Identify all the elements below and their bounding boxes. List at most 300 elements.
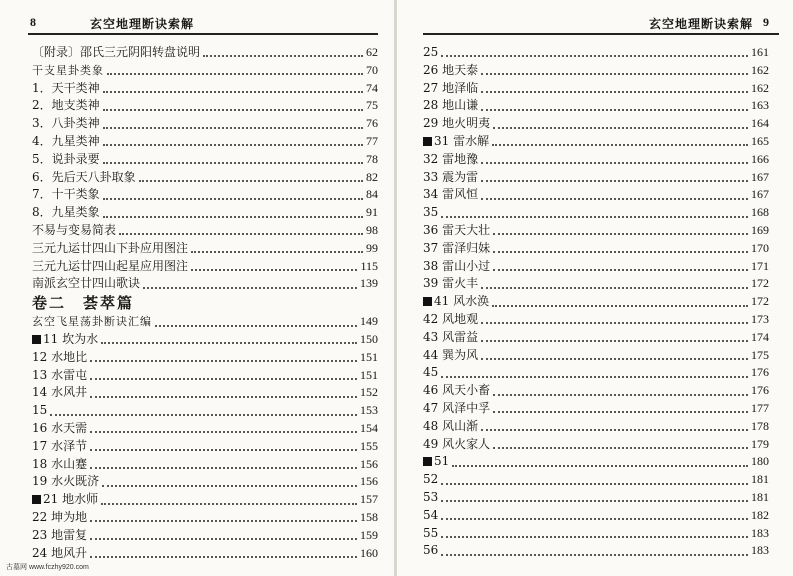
toc-page-number: 70 [366,62,378,77]
toc-entry [32,258,378,276]
toc-entry-text: 23 地雷复 [32,527,88,542]
toc-entry-label [32,527,87,545]
toc-entry-label [423,258,490,276]
toc-entry [32,473,378,491]
toc-entry-text: 53 [423,489,439,504]
dot-leader [90,359,357,362]
toc-entry-text: 2．地支类神 [32,98,100,113]
toc-page-number: 154 [360,420,378,435]
toc-entry [423,489,769,507]
toc-entry [32,115,378,133]
dot-leader [493,250,748,253]
toc-page-number: 162 [751,80,769,95]
toc-entry [423,471,769,489]
toc-page-number: 181 [751,489,769,504]
toc-entry-text: 33 震为雷 [423,169,479,184]
toc-entry-label [32,240,188,258]
dot-leader [203,54,363,57]
dot-leader [155,324,357,327]
dot-leader [481,108,748,111]
toc-entry-text: 48 风山渐 [423,418,479,433]
dot-leader [90,466,357,469]
toc-entry-text: 54 [423,507,439,522]
toc-page-number: 151 [360,367,378,382]
toc-entry [423,115,769,133]
filled-square-marker-icon [423,137,432,146]
dot-leader [441,54,748,57]
toc-entry-label [423,293,489,311]
toc-entry-label [32,509,87,527]
toc-page-number: 176 [751,383,769,398]
dot-leader [103,90,363,93]
toc-page-number: 152 [360,385,378,400]
toc-entry [423,382,769,400]
toc-entry [423,347,769,365]
toc-entry-label [32,384,87,402]
toc-entry-text: 31 雷水解 [434,133,490,148]
toc-entry-label [423,471,438,489]
left-toc-list [32,44,378,562]
toc-entry-text: 22 坤为地 [32,509,88,524]
toc-page-number: 78 [366,151,378,166]
dot-leader [481,161,748,164]
toc-entry-label [32,349,87,367]
toc-entry-text: 24 地风升 [32,545,88,560]
toc-entry [423,204,769,222]
filled-square-marker-icon [32,495,41,504]
toc-entry [423,186,769,204]
dot-leader [103,108,363,111]
toc-entry-label [32,313,152,331]
toc-entry-text: 7．十干类象 [32,187,100,202]
toc-entry-text: 15 [32,403,48,418]
toc-entry-label [423,400,490,418]
toc-entry-label [32,169,136,187]
toc-page-number: 160 [360,545,378,560]
toc-page-number: 170 [751,240,769,255]
toc-entry-label [423,453,449,471]
left-page-number: 8 [30,15,36,29]
toc-entry-label [423,329,478,347]
toc-entry [32,367,378,385]
filled-square-marker-icon [32,335,41,344]
toc-entry-text: 三元九运廿四山起星应用图注 [32,258,189,273]
toc-entry-text: 12 水地比 [32,349,88,364]
toc-page-number: 182 [751,507,769,522]
toc-entry-text: 27 地泽临 [423,80,479,95]
toc-page-number: 176 [751,365,769,380]
dot-leader [90,430,357,433]
dot-leader [102,484,357,487]
toc-page-number: 164 [751,116,769,131]
toc-page-number: 172 [751,276,769,291]
toc-entry-label [32,97,100,115]
toc-entry-label [32,80,100,98]
toc-page-number: 167 [751,169,769,184]
toc-entry-label [423,542,438,560]
toc-entry-text: 6．先后天八卦取象 [32,169,136,184]
toc-entry-text: 43 风雷益 [423,329,479,344]
right-page [397,0,793,576]
dot-leader [481,339,748,342]
right-toc-list [423,44,769,560]
toc-page-number: 169 [751,222,769,237]
dot-leader [103,143,363,146]
dot-leader [441,499,748,502]
toc-entry [32,204,378,222]
dot-leader [441,375,748,378]
toc-entry [423,80,769,98]
toc-page-number: 162 [751,62,769,77]
toc-entry-label [32,204,100,222]
dot-leader [452,464,748,467]
filled-square-marker-icon [423,457,432,466]
toc-entry-text: 17 水泽节 [32,438,88,453]
toc-entry [32,275,378,293]
dot-leader [90,395,357,398]
toc-page-number: 183 [751,525,769,540]
toc-entry-text: 46 风天小畜 [423,383,491,398]
watermark: 古墓网 www.fczhy920.com [6,564,89,571]
toc-entry-label [423,169,478,187]
dot-leader [103,215,363,218]
dot-leader [101,502,357,505]
toc-page-number: 157 [360,492,378,507]
toc-entry-label [423,436,490,454]
dot-leader [191,268,357,271]
dot-leader [481,321,748,324]
dot-leader [119,232,363,235]
toc-entry-label [423,275,478,293]
left-running-header: 玄空地理断诀索解 [90,17,195,31]
toc-entry-label [32,44,200,62]
dot-leader [492,304,748,307]
toc-entry [32,384,378,402]
toc-entry-label [32,367,87,385]
toc-entry-text: 35 [423,205,439,220]
right-header-rule [423,33,779,35]
dot-leader [90,448,357,451]
toc-entry-text: 42 风地观 [423,311,479,326]
toc-entry [32,44,378,62]
toc-entry [423,133,769,151]
toc-entry [32,222,378,240]
toc-entry-label [423,382,490,400]
toc-entry-text: 卷二 荟萃篇 [32,294,135,313]
toc-entry-text: 南派玄空廿四山歌诀 [32,276,141,291]
toc-page-number: 153 [360,403,378,418]
toc-page-number: 149 [360,314,378,329]
toc-page-number: 179 [751,436,769,451]
toc-entry-text: 5．说卦录要 [32,151,100,166]
dot-leader [103,126,363,129]
toc-entry-text: 38 雷山小过 [423,258,491,273]
toc-entry [423,364,769,382]
toc-entry-text: 29 地火明夷 [423,116,491,131]
toc-entry [423,400,769,418]
toc-entry [423,169,769,187]
toc-entry-label [32,258,188,276]
toc-entry [423,258,769,276]
toc-entry-label [32,545,87,563]
toc-entry [32,438,378,456]
dot-leader [139,179,363,182]
toc-page-number: 183 [751,543,769,558]
dot-leader [101,341,357,344]
toc-entry-text: 26 地天泰 [423,62,479,77]
dot-leader [493,446,748,449]
toc-entry-text: 21 地水师 [43,492,99,507]
dot-leader [493,393,748,396]
toc-entry-label [32,438,87,456]
toc-entry-label [423,133,489,151]
toc-entry [423,240,769,258]
toc-page-number: 99 [366,240,378,255]
toc-entry [423,97,769,115]
toc-entry-label [423,364,438,382]
toc-entry-text: 37 雷泽归妹 [423,240,491,255]
toc-entry [423,151,769,169]
dot-leader [481,428,748,431]
toc-page-number: 181 [751,472,769,487]
toc-entry-label [32,222,116,240]
toc-page-number: 158 [360,509,378,524]
toc-entry-text: 干支星卦类象 [32,63,104,77]
toc-page-number: 75 [366,98,378,113]
toc-entry [32,97,378,115]
dot-leader [441,482,748,485]
dot-leader [481,357,748,360]
toc-page-number: 151 [360,349,378,364]
toc-entry [32,349,378,367]
dot-leader [441,517,748,520]
left-page [0,0,396,576]
toc-entry-text: 47 风泽中孚 [423,400,491,415]
toc-entry [423,311,769,329]
dot-leader [481,90,748,93]
toc-entry-label [32,331,98,349]
dot-leader [481,179,748,182]
dot-leader [90,537,357,540]
toc-page-number: 77 [366,133,378,148]
dot-leader [481,197,748,200]
toc-entry-label [423,311,478,329]
toc-page-number: 98 [366,222,378,237]
toc-entry [423,62,769,80]
dot-leader [50,413,357,416]
dot-leader [441,215,748,218]
toc-page-number: 166 [751,151,769,166]
toc-entry [32,186,378,204]
toc-entry-text: 51 [434,454,450,469]
toc-entry-text: 三元九运廿四山下卦应用图注 [32,240,189,255]
toc-entry-label [423,240,490,258]
toc-entry [32,420,378,438]
toc-entry-label [32,491,98,509]
toc-entry-label [423,151,478,169]
toc-page-number: 171 [751,258,769,273]
toc-page-number: 139 [360,276,378,291]
toc-page-number: 163 [751,98,769,113]
toc-page-number: 165 [751,133,769,148]
toc-entry [32,80,378,98]
toc-entry-label [32,473,99,491]
toc-entry [32,331,378,349]
toc-entry-text: 49 风火家人 [423,436,491,451]
toc-entry [423,222,769,240]
toc-entry-text: 8．九星类象 [32,205,100,220]
dot-leader [90,519,357,522]
toc-entry-text: 19 水火既济 [32,474,100,489]
toc-section-heading [32,293,378,313]
dot-leader [441,535,748,538]
left-header-rule [28,33,378,35]
toc-entry-text: 52 [423,472,439,487]
toc-entry-text: 3．八卦类神 [32,116,100,131]
toc-entry-text: 55 [423,525,439,540]
toc-entry-text: 39 雷火丰 [423,276,479,291]
toc-page-number: 178 [751,418,769,433]
toc-entry-label [32,420,87,438]
toc-entry-label [32,133,100,151]
toc-entry-text: 〔附录〕邵氏三元阴阳转盘说明 [32,45,201,59]
toc-entry [32,169,378,187]
dot-leader [493,232,748,235]
toc-page-number: 174 [751,329,769,344]
toc-entry-label [32,115,100,133]
dot-leader [90,555,357,558]
toc-entry-text: 41 风水涣 [434,294,490,309]
toc-entry-label [32,186,100,204]
toc-entry [423,507,769,525]
dot-leader [441,553,748,556]
toc-entry-label [32,293,134,313]
toc-entry-text: 11 坎为水 [43,331,99,346]
toc-entry-label [423,186,478,204]
toc-entry [423,525,769,543]
toc-entry-label [32,151,100,169]
dot-leader [481,72,748,75]
toc-entry-label [423,62,478,80]
toc-page-number: 150 [360,331,378,346]
dot-leader [103,161,363,164]
toc-page-number: 180 [751,454,769,469]
toc-entry-text: 1．天干类神 [32,80,100,95]
toc-entry [32,402,378,420]
toc-page-number: 82 [366,169,378,184]
toc-entry-text: 36 雷天大壮 [423,222,491,237]
toc-entry-label [32,456,87,474]
toc-entry [423,329,769,347]
toc-entry-label [423,97,478,115]
toc-page-number: 161 [751,45,769,59]
toc-entry [32,240,378,258]
right-page-number: 9 [763,15,769,29]
toc-entry [423,44,769,62]
toc-entry-label [423,44,438,62]
toc-page-number: 172 [751,294,769,309]
dot-leader [90,377,357,380]
toc-entry-label [32,402,47,420]
toc-entry [32,456,378,474]
toc-entry-label [32,275,140,293]
toc-entry-text: 56 [423,543,439,558]
toc-page-number: 84 [366,187,378,202]
toc-entry-text: 45 [423,365,439,380]
toc-page-number: 115 [360,258,378,273]
toc-entry-text: 13 水雷屯 [32,367,88,382]
toc-page-number: 155 [360,438,378,453]
toc-page-number: 156 [360,474,378,489]
toc-page-number: 76 [366,116,378,131]
dot-leader [492,143,748,146]
dot-leader [107,72,363,75]
toc-entry [32,545,378,563]
toc-entry-text: 16 水天需 [32,420,88,435]
toc-page-number: 91 [366,205,378,220]
toc-entry-text: 34 雷风恒 [423,187,479,202]
dot-leader [143,286,357,289]
dot-leader [103,197,363,200]
dot-leader [493,410,748,413]
toc-entry-text: 32 雷地豫 [423,151,479,166]
toc-page-number: 62 [366,45,378,59]
toc-entry-text: 4．九星类神 [32,133,100,148]
toc-entry [32,133,378,151]
toc-entry-text: 不易与变易简表 [32,222,117,237]
toc-entry [32,151,378,169]
toc-entry-label [423,489,438,507]
toc-entry [423,418,769,436]
toc-page-number: 177 [751,400,769,415]
toc-page-number: 173 [751,311,769,326]
toc-entry [32,491,378,509]
dot-leader [493,268,748,271]
right-running-header: 玄空地理断诀索解 [649,17,754,31]
toc-entry-label [423,204,438,222]
toc-entry [32,509,378,527]
toc-page-number: 74 [366,80,378,95]
toc-entry [423,436,769,454]
toc-page-number: 167 [751,187,769,202]
toc-entry-label [423,418,478,436]
filled-square-marker-icon [423,297,432,306]
toc-entry-label [423,115,490,133]
toc-entry-text: 25 [423,45,439,59]
toc-entry [423,275,769,293]
toc-entry [423,293,769,311]
dot-leader [191,250,363,253]
toc-entry-text: 28 地山谦 [423,98,479,113]
toc-entry-text: 18 水山蹇 [32,456,88,471]
toc-page-number: 168 [751,205,769,220]
toc-page-number: 159 [360,527,378,542]
toc-entry-label [32,62,104,80]
toc-entry-label [423,525,438,543]
toc-entry-label [423,80,478,98]
toc-entry-text: 14 水风井 [32,385,88,400]
dot-leader [493,126,748,129]
toc-entry-text: 玄空飞星荡卦断诀汇编 [32,315,152,329]
toc-entry [32,62,378,80]
toc-page-number: 175 [751,347,769,362]
toc-entry [32,313,378,331]
toc-entry-label [423,222,490,240]
toc-page-number: 156 [360,456,378,471]
toc-entry-label [423,507,438,525]
toc-entry [32,527,378,545]
toc-entry [423,542,769,560]
